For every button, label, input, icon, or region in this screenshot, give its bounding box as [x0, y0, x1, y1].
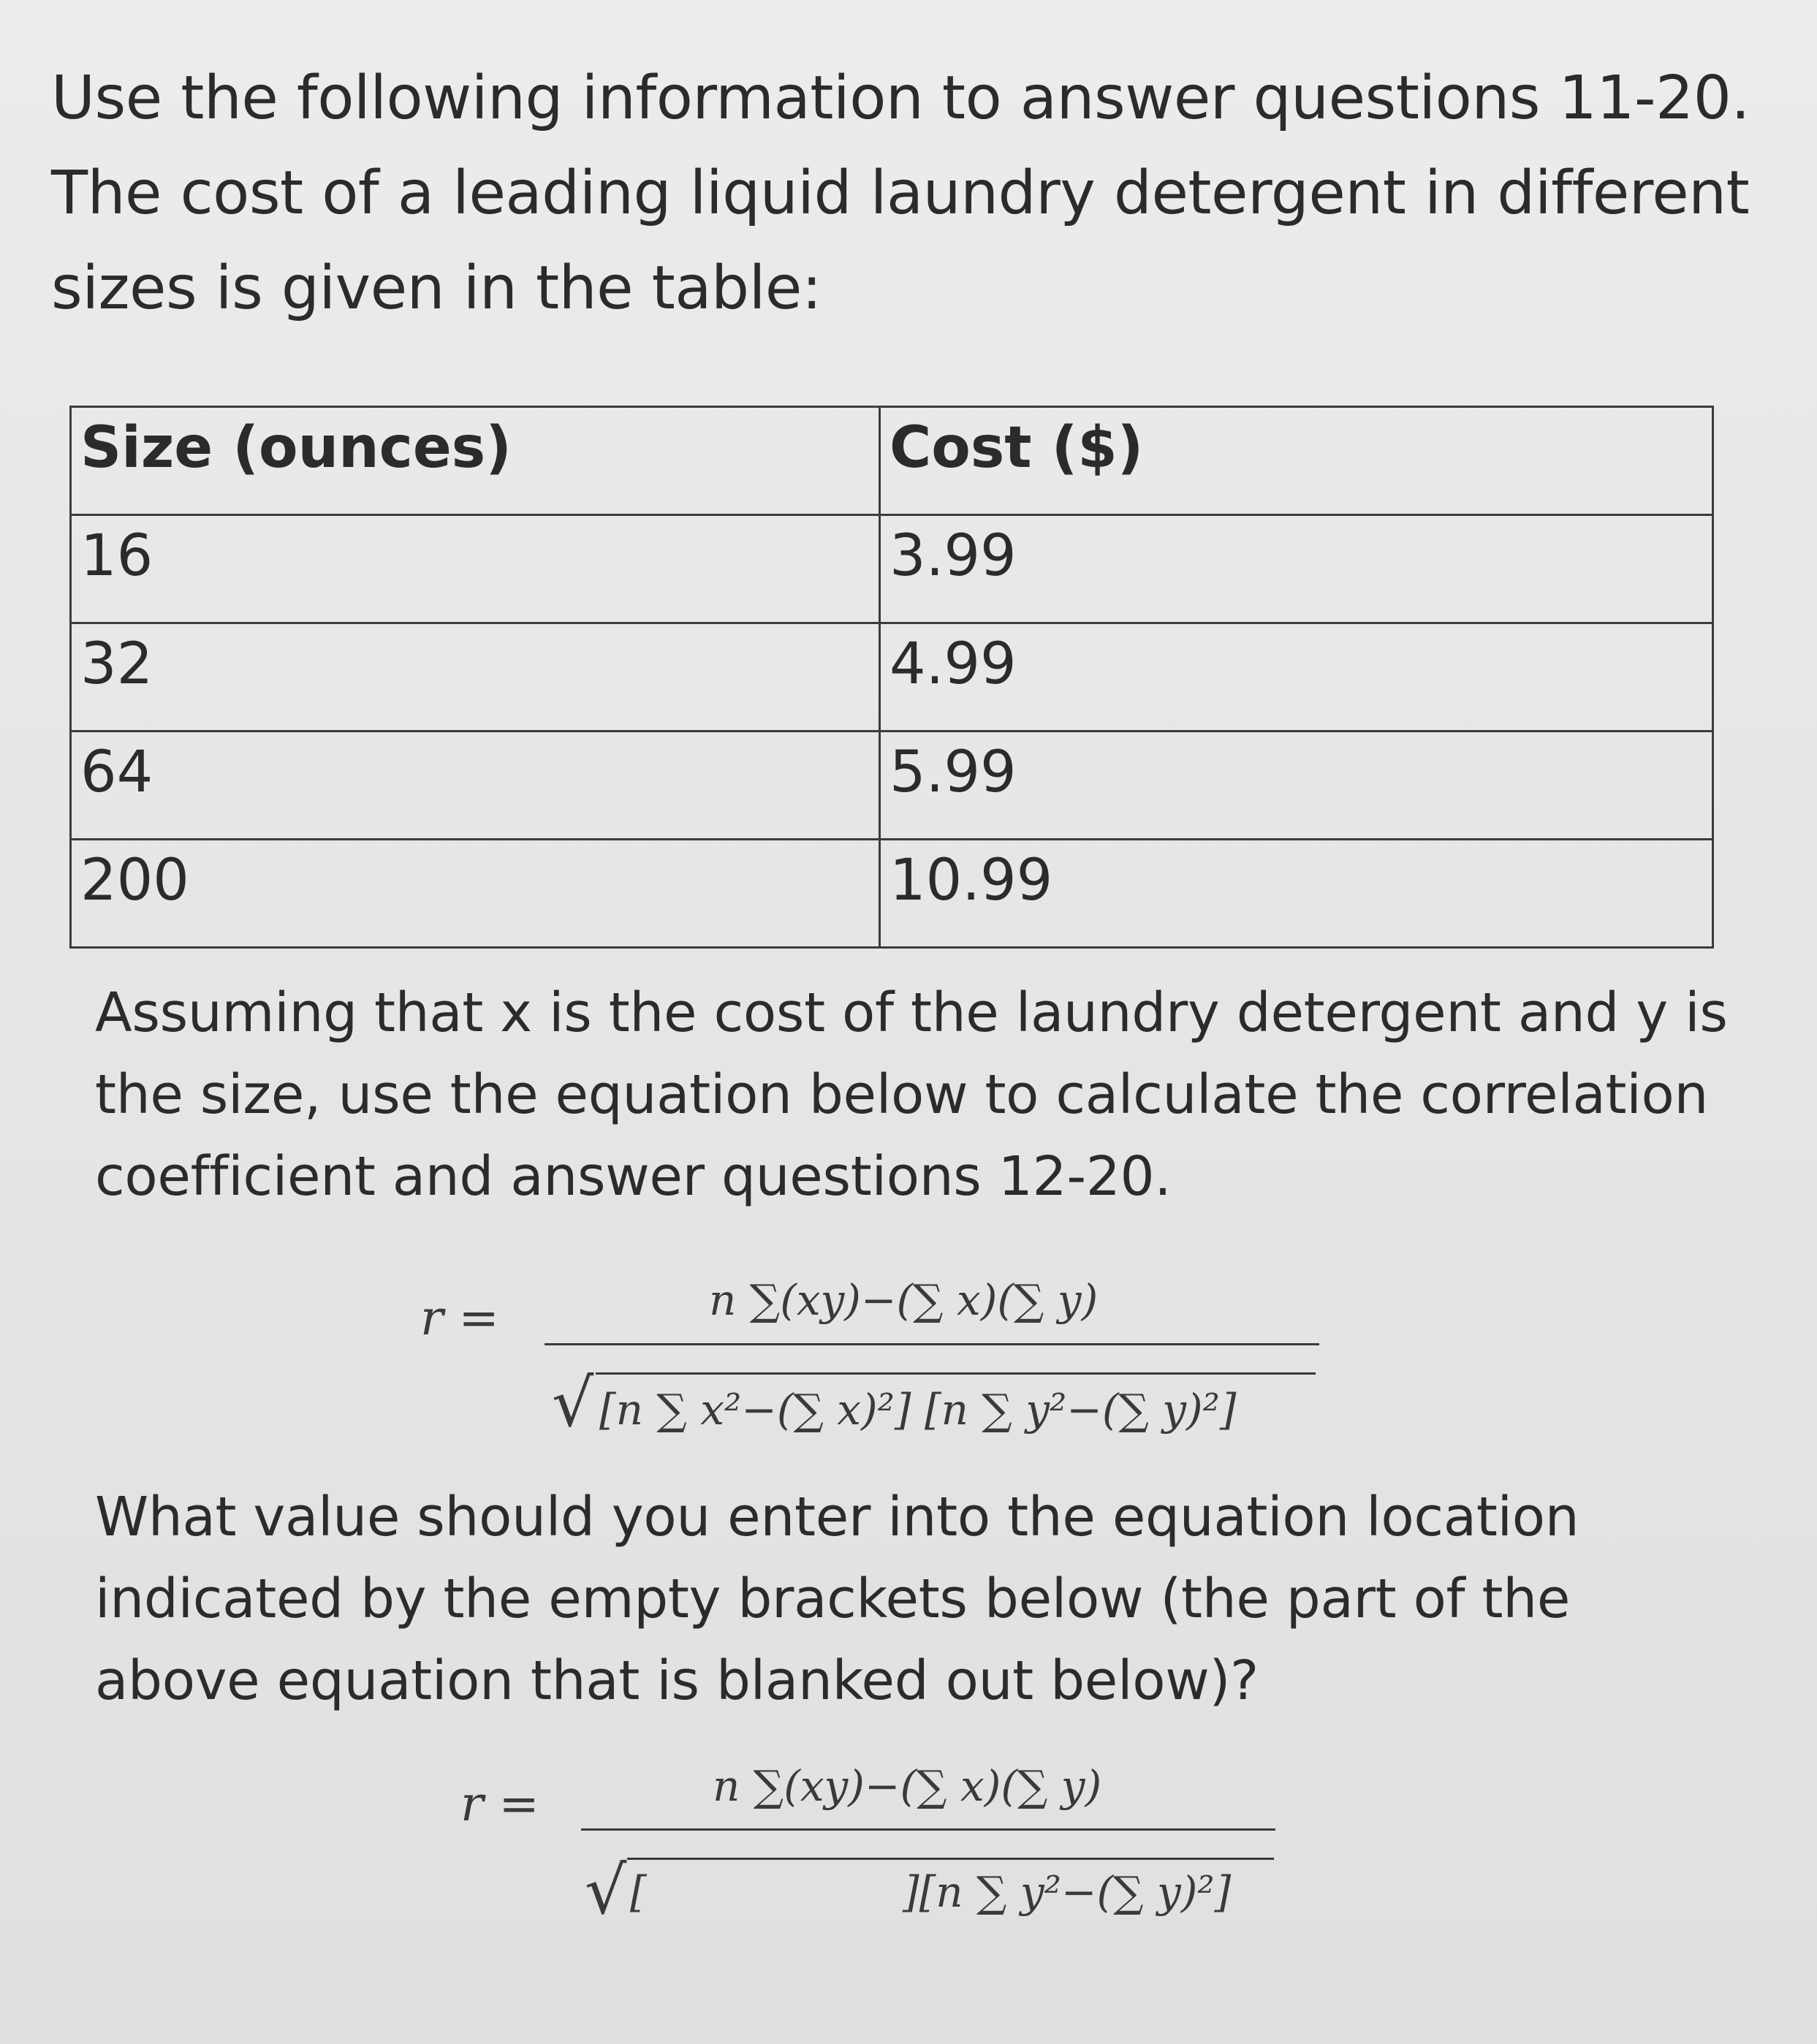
- fraction-bar: [581, 1828, 1275, 1831]
- column-header-cost: Cost ($): [880, 407, 1713, 515]
- sqrt-overline: [627, 1858, 1274, 1860]
- cost-cell: 3.99: [880, 515, 1713, 623]
- sqrt-icon: √: [552, 1365, 594, 1442]
- blank-bracket-left: [: [630, 1867, 647, 1917]
- size-cell: 200: [71, 840, 880, 948]
- question-text: What value should you enter into the equation location indicated by the empty brackets below (the part of the above equation that is blanked out below)?: [95, 1486, 1579, 1712]
- instruction-text: Assuming that x is the cost of the laundry detergent and y is the size, use the equation below to calculate the correlation coefficient and answer questions 12-20.: [95, 981, 1728, 1208]
- intro-text: Use the following information to answer questions 11-20. The cost of a leading liquid laundry detergent in different sizes is given in the table:: [51, 64, 1750, 323]
- column-header-size: Size (ounces): [71, 407, 880, 515]
- formula-lhs: r =: [420, 1290, 499, 1346]
- formula-denominator-rest: ][n ∑ y²−(∑ y)²]: [903, 1867, 1232, 1917]
- formula-numerator: n ∑(xy)−(∑ x)(∑ y): [713, 1761, 1102, 1811]
- size-cell: 64: [71, 732, 880, 840]
- cost-cell: 5.99: [880, 732, 1713, 840]
- cost-cell: 10.99: [880, 840, 1713, 948]
- formula-lhs: r =: [460, 1776, 539, 1832]
- cost-cell: 4.99: [880, 623, 1713, 732]
- formula-numerator: n ∑(xy)−(∑ x)(∑ y): [709, 1275, 1099, 1325]
- formula-denominator: [n ∑ x²−(∑ x)²] [n ∑ y²−(∑ y)²]: [599, 1385, 1237, 1435]
- size-cell: 16: [71, 515, 880, 623]
- sqrt-icon: √: [585, 1853, 627, 1929]
- size-cell: 32: [71, 623, 880, 732]
